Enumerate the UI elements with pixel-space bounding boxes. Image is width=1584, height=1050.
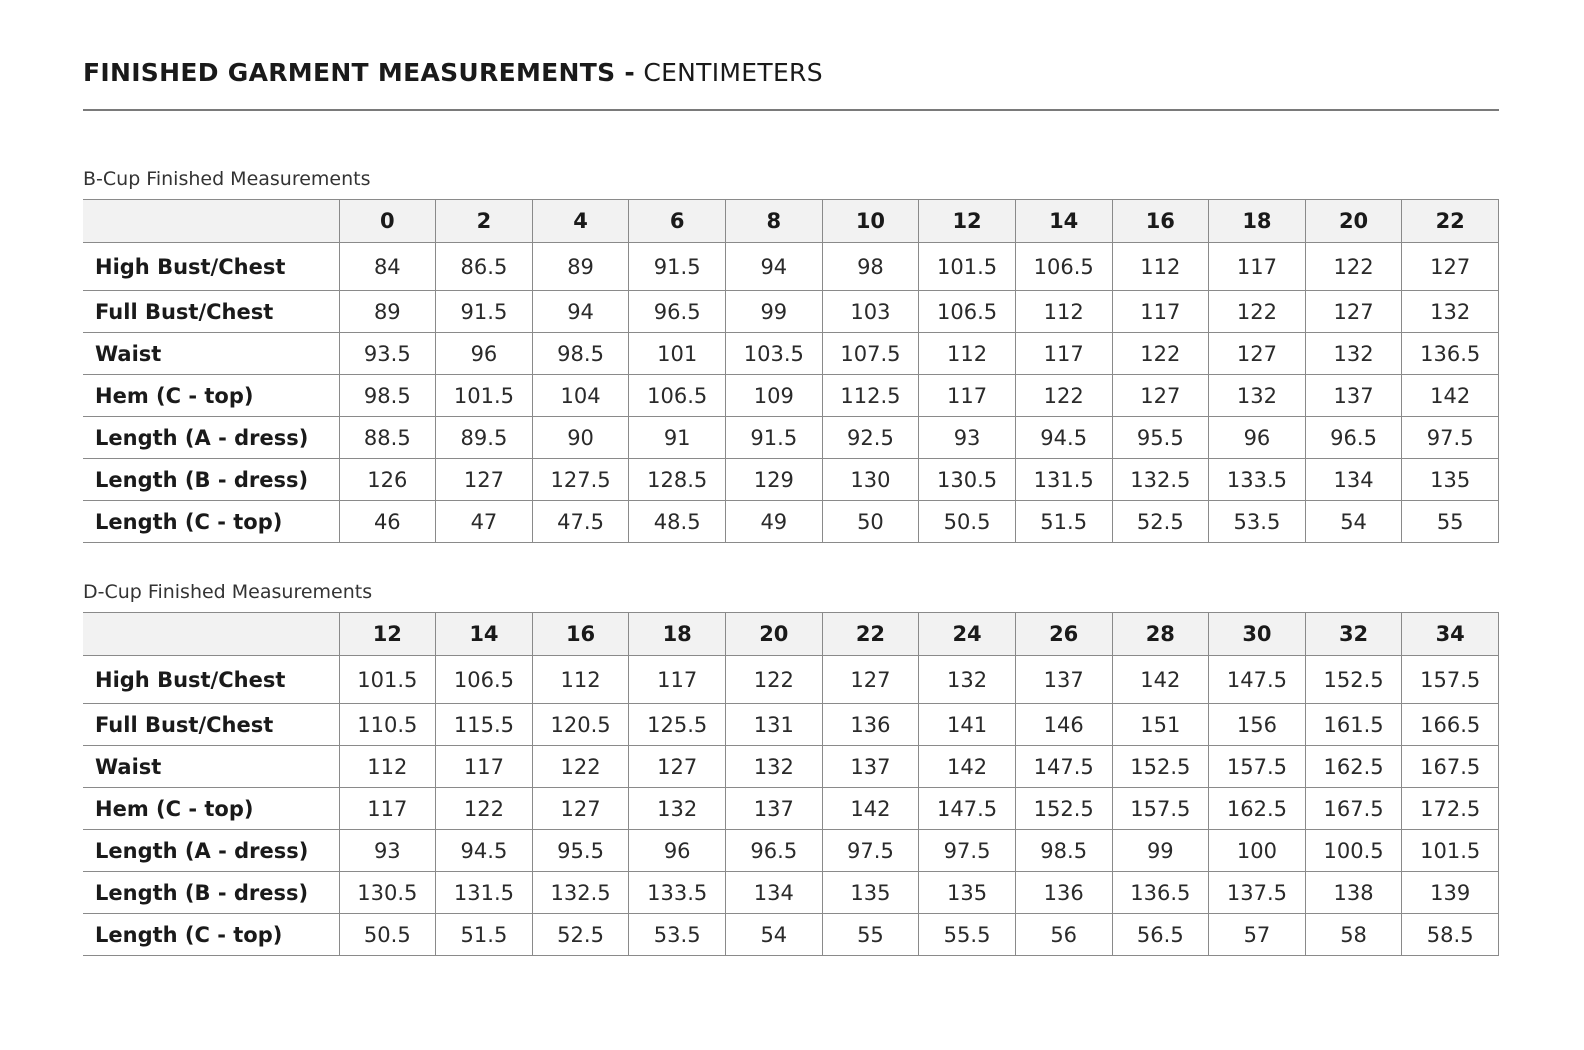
measurement-cell: 112.5 bbox=[822, 375, 919, 417]
measurement-cell: 127 bbox=[532, 788, 629, 830]
measurement-cell: 106.5 bbox=[919, 291, 1016, 333]
measurement-cell: 122 bbox=[1305, 243, 1402, 291]
measurement-cell: 54 bbox=[726, 914, 823, 956]
table-row bbox=[83, 788, 1499, 830]
row-label: Hem (C - top) bbox=[83, 788, 339, 830]
measurement-cell: 103 bbox=[822, 291, 919, 333]
size-header-cell: 22 bbox=[1402, 200, 1499, 243]
measurement-cell: 110.5 bbox=[339, 704, 436, 746]
measurement-cell: 152.5 bbox=[1112, 746, 1209, 788]
size-header-cell: 26 bbox=[1015, 613, 1112, 656]
table-row bbox=[83, 333, 1499, 375]
measurement-cell: 89 bbox=[532, 243, 629, 291]
measurement-cell: 97.5 bbox=[919, 830, 1016, 872]
measurement-cell: 139 bbox=[1402, 872, 1499, 914]
measurement-cell: 50.5 bbox=[339, 914, 436, 956]
measurement-cell: 103.5 bbox=[726, 333, 823, 375]
measurement-cell: 141 bbox=[919, 704, 1016, 746]
measurement-cell: 91 bbox=[629, 417, 726, 459]
size-header-cell: 24 bbox=[919, 613, 1016, 656]
measurement-cell: 91.5 bbox=[726, 417, 823, 459]
measurement-cell: 166.5 bbox=[1402, 704, 1499, 746]
measurement-cell: 94 bbox=[726, 243, 823, 291]
measurement-cell: 132 bbox=[919, 656, 1016, 704]
row-label: Length (A - dress) bbox=[83, 830, 339, 872]
measurement-cell: 127 bbox=[822, 656, 919, 704]
measurement-cell: 157.5 bbox=[1209, 746, 1306, 788]
measurement-cell: 137 bbox=[1015, 656, 1112, 704]
measurement-cell: 127 bbox=[1209, 333, 1306, 375]
b-cup-table bbox=[83, 199, 1499, 543]
measurement-cell: 117 bbox=[629, 656, 726, 704]
size-header-cell: 30 bbox=[1209, 613, 1306, 656]
page-title-bold: FINISHED GARMENT MEASUREMENTS - bbox=[83, 58, 636, 87]
measurement-cell: 58.5 bbox=[1402, 914, 1499, 956]
measurement-cell: 142 bbox=[1402, 375, 1499, 417]
measurement-cell: 167.5 bbox=[1402, 746, 1499, 788]
measurement-cell: 142 bbox=[1112, 656, 1209, 704]
measurement-cell: 98 bbox=[822, 243, 919, 291]
measurement-cell: 106.5 bbox=[629, 375, 726, 417]
measurement-cell: 84 bbox=[339, 243, 436, 291]
row-label: Full Bust/Chest bbox=[83, 291, 339, 333]
measurement-cell: 56 bbox=[1015, 914, 1112, 956]
measurement-cell: 94.5 bbox=[436, 830, 533, 872]
measurement-cell: 100 bbox=[1209, 830, 1306, 872]
measurement-cell: 112 bbox=[339, 746, 436, 788]
row-label: Full Bust/Chest bbox=[83, 704, 339, 746]
measurement-cell: 132 bbox=[1402, 291, 1499, 333]
measurement-cell: 131.5 bbox=[436, 872, 533, 914]
row-label: Waist bbox=[83, 746, 339, 788]
measurement-cell: 56.5 bbox=[1112, 914, 1209, 956]
measurement-cell: 101.5 bbox=[339, 656, 436, 704]
measurement-cell: 135 bbox=[1402, 459, 1499, 501]
measurement-cell: 127 bbox=[629, 746, 726, 788]
measurement-cell: 152.5 bbox=[1015, 788, 1112, 830]
measurement-cell: 161.5 bbox=[1305, 704, 1402, 746]
measurement-cell: 132 bbox=[726, 746, 823, 788]
measurement-cell: 101 bbox=[629, 333, 726, 375]
measurement-cell: 106.5 bbox=[1015, 243, 1112, 291]
measurement-cell: 162.5 bbox=[1305, 746, 1402, 788]
b-cup-caption: B-Cup Finished Measurements bbox=[83, 168, 371, 190]
measurement-cell: 55.5 bbox=[919, 914, 1016, 956]
measurement-cell: 94.5 bbox=[1015, 417, 1112, 459]
row-label: Hem (C - top) bbox=[83, 375, 339, 417]
measurement-cell: 93.5 bbox=[339, 333, 436, 375]
measurement-cell: 127 bbox=[1402, 243, 1499, 291]
measurement-cell: 97.5 bbox=[822, 830, 919, 872]
measurement-cell: 132 bbox=[1305, 333, 1402, 375]
measurement-cell: 50.5 bbox=[919, 501, 1016, 543]
measurement-cell: 47.5 bbox=[532, 501, 629, 543]
page-title bbox=[83, 58, 823, 87]
measurement-cell: 117 bbox=[1112, 291, 1209, 333]
size-header-cell: 16 bbox=[1112, 200, 1209, 243]
measurement-cell: 86.5 bbox=[436, 243, 533, 291]
measurement-cell: 51.5 bbox=[436, 914, 533, 956]
size-header-cell: 16 bbox=[532, 613, 629, 656]
measurement-cell: 120.5 bbox=[532, 704, 629, 746]
measurement-cell: 101.5 bbox=[1402, 830, 1499, 872]
d-cup-table bbox=[83, 612, 1499, 956]
measurement-cell: 97.5 bbox=[1402, 417, 1499, 459]
measurement-cell: 147.5 bbox=[1209, 656, 1306, 704]
page-title-unit: CENTIMETERS bbox=[643, 58, 823, 87]
table-row bbox=[83, 830, 1499, 872]
measurement-cell: 137.5 bbox=[1209, 872, 1306, 914]
size-header-cell: 34 bbox=[1402, 613, 1499, 656]
measurement-cell: 95.5 bbox=[532, 830, 629, 872]
row-label: High Bust/Chest bbox=[83, 243, 339, 291]
measurement-cell: 142 bbox=[822, 788, 919, 830]
measurement-cell: 147.5 bbox=[1015, 746, 1112, 788]
measurement-cell: 89.5 bbox=[436, 417, 533, 459]
size-header-cell: 14 bbox=[1015, 200, 1112, 243]
size-header-cell: 20 bbox=[1305, 200, 1402, 243]
measurement-cell: 132 bbox=[629, 788, 726, 830]
table-row bbox=[83, 375, 1499, 417]
measurement-cell: 99 bbox=[726, 291, 823, 333]
d-cup-caption: D-Cup Finished Measurements bbox=[83, 581, 373, 603]
size-header-cell: 2 bbox=[436, 200, 533, 243]
measurement-cell: 146 bbox=[1015, 704, 1112, 746]
size-header-cell: 22 bbox=[822, 613, 919, 656]
measurement-cell: 122 bbox=[532, 746, 629, 788]
measurement-cell: 96.5 bbox=[629, 291, 726, 333]
measurement-cell: 117 bbox=[339, 788, 436, 830]
measurement-cell: 52.5 bbox=[1112, 501, 1209, 543]
measurement-cell: 122 bbox=[1015, 375, 1112, 417]
size-header-cell: 10 bbox=[822, 200, 919, 243]
size-header-cell: 18 bbox=[629, 613, 726, 656]
size-header-cell: 14 bbox=[436, 613, 533, 656]
measurement-cell: 95.5 bbox=[1112, 417, 1209, 459]
measurement-cell: 132 bbox=[1209, 375, 1306, 417]
measurement-cell: 91.5 bbox=[629, 243, 726, 291]
measurement-cell: 134 bbox=[1305, 459, 1402, 501]
measurement-cell: 49 bbox=[726, 501, 823, 543]
measurement-cell: 128.5 bbox=[629, 459, 726, 501]
measurement-cell: 122 bbox=[436, 788, 533, 830]
measurement-cell: 93 bbox=[339, 830, 436, 872]
measurement-cell: 96 bbox=[436, 333, 533, 375]
measurement-cell: 117 bbox=[436, 746, 533, 788]
measurement-cell: 157.5 bbox=[1112, 788, 1209, 830]
measurement-cell: 96.5 bbox=[1305, 417, 1402, 459]
measurement-cell: 130.5 bbox=[339, 872, 436, 914]
measurement-cell: 98.5 bbox=[1015, 830, 1112, 872]
measurement-cell: 101.5 bbox=[919, 243, 1016, 291]
measurement-cell: 54 bbox=[1305, 501, 1402, 543]
measurement-cell: 48.5 bbox=[629, 501, 726, 543]
table-row bbox=[83, 872, 1499, 914]
measurement-cell: 88.5 bbox=[339, 417, 436, 459]
measurement-cell: 131 bbox=[726, 704, 823, 746]
measurement-cell: 117 bbox=[1209, 243, 1306, 291]
measurement-cell: 115.5 bbox=[436, 704, 533, 746]
measurement-cell: 55 bbox=[1402, 501, 1499, 543]
measurement-cell: 50 bbox=[822, 501, 919, 543]
measurement-cell: 132.5 bbox=[532, 872, 629, 914]
measurement-cell: 136 bbox=[822, 704, 919, 746]
measurement-cell: 101.5 bbox=[436, 375, 533, 417]
measurement-cell: 147.5 bbox=[919, 788, 1016, 830]
measurement-cell: 130 bbox=[822, 459, 919, 501]
measurement-cell: 131.5 bbox=[1015, 459, 1112, 501]
measurement-cell: 98.5 bbox=[532, 333, 629, 375]
measurement-cell: 167.5 bbox=[1305, 788, 1402, 830]
measurement-cell: 162.5 bbox=[1209, 788, 1306, 830]
measurement-cell: 53.5 bbox=[1209, 501, 1306, 543]
measurement-cell: 122 bbox=[1112, 333, 1209, 375]
measurement-cell: 135 bbox=[822, 872, 919, 914]
measurement-cell: 104 bbox=[532, 375, 629, 417]
table-row bbox=[83, 746, 1499, 788]
row-label: Length (C - top) bbox=[83, 501, 339, 543]
size-header-cell: 6 bbox=[629, 200, 726, 243]
measurement-cell: 127 bbox=[1112, 375, 1209, 417]
measurement-cell: 134 bbox=[726, 872, 823, 914]
table-row bbox=[83, 704, 1499, 746]
measurement-cell: 127 bbox=[436, 459, 533, 501]
measurement-cell: 94 bbox=[532, 291, 629, 333]
header-corner-cell bbox=[83, 200, 339, 243]
table-row bbox=[83, 459, 1499, 501]
measurement-cell: 142 bbox=[919, 746, 1016, 788]
title-divider bbox=[83, 109, 1499, 111]
measurement-cell: 132.5 bbox=[1112, 459, 1209, 501]
measurement-cell: 90 bbox=[532, 417, 629, 459]
size-header-cell: 12 bbox=[919, 200, 1016, 243]
measurement-cell: 98.5 bbox=[339, 375, 436, 417]
measurement-cell: 47 bbox=[436, 501, 533, 543]
measurement-cell: 117 bbox=[1015, 333, 1112, 375]
measurement-cell: 136.5 bbox=[1112, 872, 1209, 914]
measurement-cell: 127 bbox=[1305, 291, 1402, 333]
measurement-cell: 112 bbox=[532, 656, 629, 704]
size-header-cell: 18 bbox=[1209, 200, 1306, 243]
measurement-cell: 53.5 bbox=[629, 914, 726, 956]
measurement-cell: 151 bbox=[1112, 704, 1209, 746]
measurement-cell: 96.5 bbox=[726, 830, 823, 872]
measurement-cell: 46 bbox=[339, 501, 436, 543]
measurement-cell: 57 bbox=[1209, 914, 1306, 956]
measurement-cell: 172.5 bbox=[1402, 788, 1499, 830]
size-header-cell: 0 bbox=[339, 200, 436, 243]
measurement-cell: 96 bbox=[1209, 417, 1306, 459]
row-label: Length (B - dress) bbox=[83, 872, 339, 914]
table-row bbox=[83, 243, 1499, 291]
table-row bbox=[83, 417, 1499, 459]
measurement-cell: 135 bbox=[919, 872, 1016, 914]
size-header-cell: 28 bbox=[1112, 613, 1209, 656]
size-header-cell: 12 bbox=[339, 613, 436, 656]
table-row bbox=[83, 291, 1499, 333]
header-corner-cell bbox=[83, 613, 339, 656]
measurement-cell: 127.5 bbox=[532, 459, 629, 501]
measurement-cell: 106.5 bbox=[436, 656, 533, 704]
measurement-cell: 130.5 bbox=[919, 459, 1016, 501]
measurement-cell: 138 bbox=[1305, 872, 1402, 914]
measurement-cell: 51.5 bbox=[1015, 501, 1112, 543]
measurement-cell: 125.5 bbox=[629, 704, 726, 746]
measurement-cell: 122 bbox=[1209, 291, 1306, 333]
table-row bbox=[83, 914, 1499, 956]
row-label: Waist bbox=[83, 333, 339, 375]
measurement-cell: 137 bbox=[1305, 375, 1402, 417]
measurement-cell: 137 bbox=[822, 746, 919, 788]
measurement-cell: 112 bbox=[919, 333, 1016, 375]
measurement-cell: 52.5 bbox=[532, 914, 629, 956]
measurement-cell: 137 bbox=[726, 788, 823, 830]
measurement-cell: 157.5 bbox=[1402, 656, 1499, 704]
measurement-cell: 89 bbox=[339, 291, 436, 333]
measurement-cell: 100.5 bbox=[1305, 830, 1402, 872]
measurement-cell: 136 bbox=[1015, 872, 1112, 914]
row-label: Length (B - dress) bbox=[83, 459, 339, 501]
measurement-cell: 117 bbox=[919, 375, 1016, 417]
measurement-cell: 112 bbox=[1015, 291, 1112, 333]
measurement-cell: 122 bbox=[726, 656, 823, 704]
size-header-row bbox=[83, 200, 1499, 243]
row-label: High Bust/Chest bbox=[83, 656, 339, 704]
measurement-cell: 126 bbox=[339, 459, 436, 501]
table-row bbox=[83, 501, 1499, 543]
size-header-cell: 20 bbox=[726, 613, 823, 656]
measurement-cell: 93 bbox=[919, 417, 1016, 459]
row-label: Length (A - dress) bbox=[83, 417, 339, 459]
measurement-cell: 99 bbox=[1112, 830, 1209, 872]
measurement-cell: 96 bbox=[629, 830, 726, 872]
measurement-cell: 92.5 bbox=[822, 417, 919, 459]
measurement-cell: 55 bbox=[822, 914, 919, 956]
measurement-cell: 107.5 bbox=[822, 333, 919, 375]
size-header-cell: 8 bbox=[726, 200, 823, 243]
measurement-cell: 112 bbox=[1112, 243, 1209, 291]
measurement-cell: 109 bbox=[726, 375, 823, 417]
measurement-cell: 58 bbox=[1305, 914, 1402, 956]
measurement-cell: 136.5 bbox=[1402, 333, 1499, 375]
measurement-cell: 152.5 bbox=[1305, 656, 1402, 704]
measurement-cell: 129 bbox=[726, 459, 823, 501]
row-label: Length (C - top) bbox=[83, 914, 339, 956]
table-row bbox=[83, 656, 1499, 704]
measurement-cell: 133.5 bbox=[629, 872, 726, 914]
measurement-cell: 91.5 bbox=[436, 291, 533, 333]
measurement-cell: 156 bbox=[1209, 704, 1306, 746]
measurement-cell: 133.5 bbox=[1209, 459, 1306, 501]
size-header-row bbox=[83, 613, 1499, 656]
size-header-cell: 4 bbox=[532, 200, 629, 243]
size-header-cell: 32 bbox=[1305, 613, 1402, 656]
